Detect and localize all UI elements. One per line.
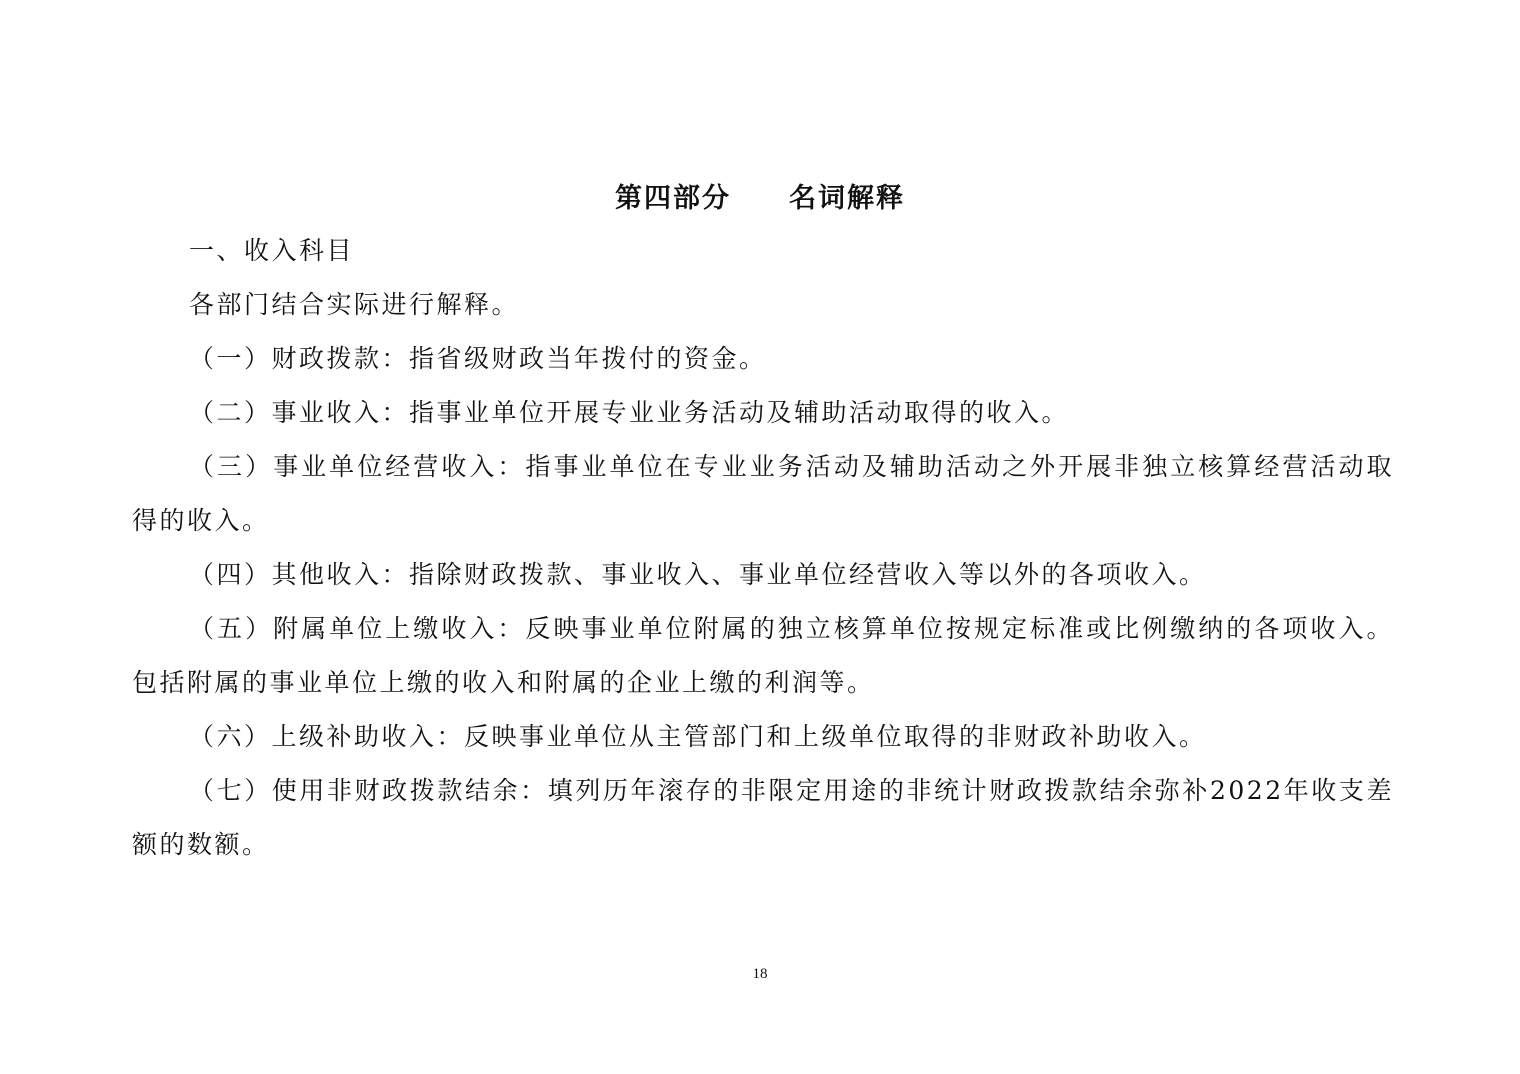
section-heading: 一、收入科目 (189, 236, 355, 265)
paragraph-item-1: （一）财政拨款：指省级财政当年拨付的资金。 (189, 344, 767, 373)
page-title: 第四部分 名词解释 (615, 183, 905, 214)
paragraph-intro: 各部门结合实际进行解释。 (189, 290, 520, 319)
paragraph-item-6: （六）上级补助收入：反映事业单位从主管部门和上级单位取得的非财政补助收入。 (189, 722, 1207, 751)
page-number: 18 (752, 966, 768, 982)
paragraph-item-5: （五）附属单位上缴收入：反映事业单位附属的独立核算单位按规定标准或比例缴纳的各项收入。包括附属的事业单位上缴的收入和附属的企业上缴的利润等。 (132, 614, 1394, 697)
paragraph-item-4: （四）其他收入：指除财政拨款、事业收入、事业单位经营收入等以外的各项收入。 (189, 560, 1207, 589)
paragraph-item-2: （二）事业收入：指事业单位开展专业业务活动及辅助活动取得的收入。 (189, 398, 1070, 427)
paragraph-item-7: （七）使用非财政拨款结余：填列历年滚存的非限定用途的非统计财政拨款结余弥补2022年收支差额的数额。 (132, 776, 1394, 859)
paragraph-item-3: （三）事业单位经营收入：指事业单位在专业业务活动及辅助活动之外开展非独立核算经营活动取得的收入。 (132, 452, 1394, 535)
